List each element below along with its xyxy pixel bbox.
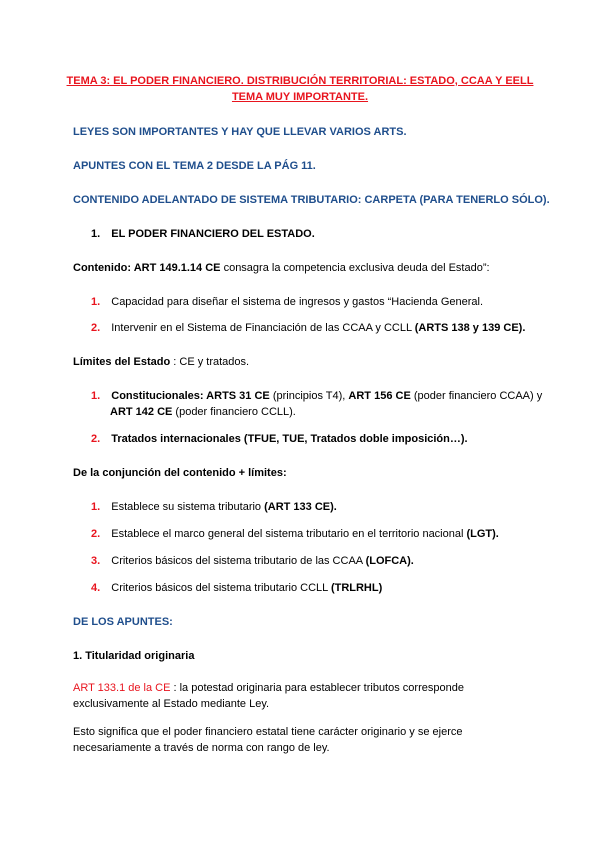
list-text: Criterios básicos del sistema tributario de las CCAA xyxy=(111,555,366,567)
list-number: 2. xyxy=(91,433,101,445)
list-text-bold: ART 142 CE xyxy=(110,406,173,418)
apuntes-subheading: 1. Titularidad originaria xyxy=(73,650,195,662)
conjuncion-lead: De la conjunción del contenido + límites: xyxy=(73,467,287,479)
list-number: 1. xyxy=(91,501,101,513)
list-text: Establece el marco general del sistema tributario en el territorio nacional xyxy=(111,528,467,540)
list-text-bold: (TRLRHL) xyxy=(330,582,383,594)
list-text: Capacidad para diseñar el sistema de ingresos y gastos “Hacienda General. xyxy=(111,296,484,308)
list-item xyxy=(91,389,542,403)
list-text-bold: (LGT). xyxy=(466,528,499,540)
list-text: Establece su sistema tributario xyxy=(111,501,265,513)
list-number: 4. xyxy=(91,582,101,594)
list-item-continuation xyxy=(110,405,296,419)
list-number: 2. xyxy=(91,528,101,540)
list-text: (poder financiero CCAA) y xyxy=(410,390,543,402)
section-number: 1. xyxy=(91,228,101,240)
section-heading xyxy=(91,227,315,241)
apuntes-heading: DE LOS APUNTES: xyxy=(73,616,173,628)
list-item xyxy=(91,432,468,446)
paragraph-line: Esto significa que el poder financiero estatal tiene carácter originario y se ejerce xyxy=(73,726,463,738)
contenido-lead-text: consagra la competencia exclusiva deuda del Estado”: xyxy=(220,262,490,274)
paragraph-line: necesariamente a través de norma con rango de ley. xyxy=(73,742,330,754)
list-item xyxy=(91,500,337,514)
list-text: (poder financiero CCLL). xyxy=(172,406,296,418)
title-line-1: TEMA 3: EL PODER FINANCIERO. DISTRIBUCIÓN TERRITORIAL: ESTADO, CCAA Y EELL xyxy=(66,75,534,87)
limites-lead-text: : CE y tratados. xyxy=(170,356,250,368)
limites-lead-bold: Límites del Estado xyxy=(73,356,171,368)
list-number: 2. xyxy=(91,322,101,334)
list-number: 3. xyxy=(91,555,101,567)
list-text-bold: (ARTS 138 y 139 CE). xyxy=(414,322,526,334)
title-line-2: TEMA MUY IMPORTANTE. xyxy=(231,91,369,103)
list-text-bold: Constitucionales: ARTS 31 CE xyxy=(111,390,270,402)
list-number: 1. xyxy=(91,390,101,402)
contenido-lead xyxy=(73,261,490,275)
note-apuntes: APUNTES CON EL TEMA 2 DESDE LA PÁG 11. xyxy=(73,160,316,172)
list-text-bold: (ART 133 CE). xyxy=(264,501,337,513)
list-item xyxy=(91,581,382,595)
section-label: EL PODER FINANCIERO DEL ESTADO. xyxy=(111,228,315,240)
list-text-bold: (LOFCA). xyxy=(365,555,414,567)
document-title xyxy=(60,73,540,105)
list-item xyxy=(91,554,414,568)
contenido-lead-bold: Contenido: ART 149.1.14 CE xyxy=(73,262,221,274)
list-item xyxy=(91,527,499,541)
list-item xyxy=(91,321,525,335)
list-text: (principios T4), xyxy=(269,390,349,402)
paragraph-line: exclusivamente al Estado mediante Ley. xyxy=(73,698,270,710)
note-laws: LEYES SON IMPORTANTES Y HAY QUE LLEVAR VARIOS ARTS. xyxy=(73,126,407,138)
limites-lead xyxy=(73,355,249,369)
list-item xyxy=(91,295,483,309)
article-reference: ART 133.1 de la CE xyxy=(73,682,171,694)
list-text-bold: ART 156 CE xyxy=(348,390,411,402)
note-contenido: CONTENIDO ADELANTADO DE SISTEMA TRIBUTARIO: CARPETA (PARA TENERLO SÓLO). xyxy=(73,194,550,206)
list-text-bold: Tratados internacionales (TFUE, TUE, Tratados doble imposición…). xyxy=(111,433,468,445)
list-number: 1. xyxy=(91,296,101,308)
paragraph-line xyxy=(73,681,464,695)
list-text: Criterios básicos del sistema tributario CCLL xyxy=(111,582,331,594)
paragraph-text: : la potestad originaria para establecer tributos corresponde xyxy=(170,682,464,694)
list-text: Intervenir en el Sistema de Financiación de las CCAA y CCLL xyxy=(111,322,415,334)
